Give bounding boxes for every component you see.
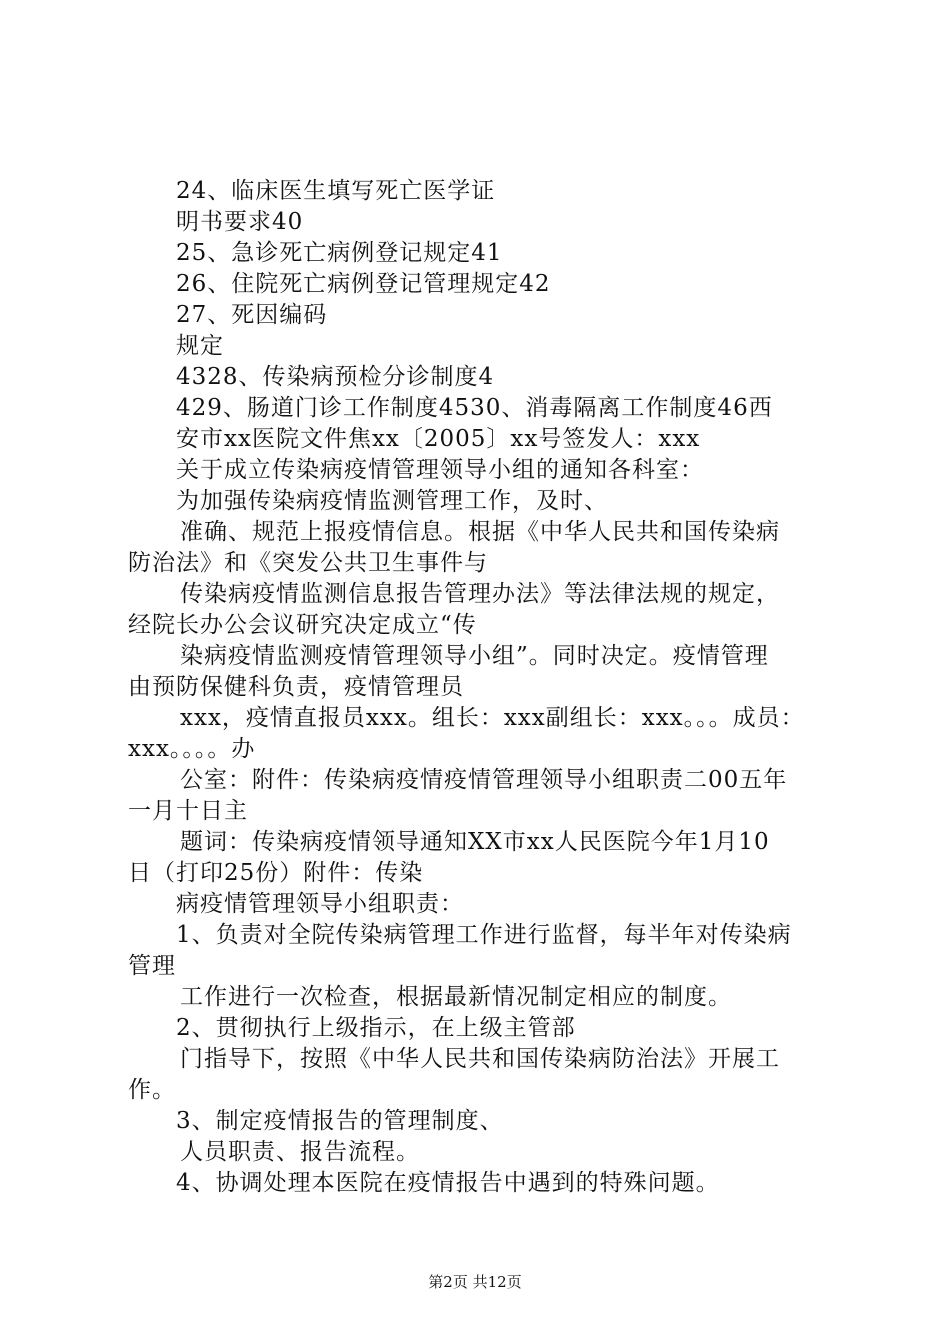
text-line: 关于成立传染病疫情管理领导小组的通知各科室： [176, 457, 704, 483]
text-line: 安市xx医院文件焦xx〔2005〕xx号签发人：xxx [176, 426, 701, 452]
text-line: 1、负责对全院传染病管理工作进行监督，每半年对传染病 [176, 922, 792, 948]
text-line: 题词：传染病疫情领导通知XX市xx人民医院今年1月10 [180, 829, 770, 855]
text-line: 一月十日主 [128, 798, 248, 824]
text-line: 日（打印25份）附件：传染 [128, 860, 424, 886]
text-line: xxx，疫情直报员xxx。组长：xxx副组长：xxx。。。成员： [180, 705, 805, 731]
text-line: 4328、传染病预检分诊制度4 [176, 364, 495, 390]
text-line: 27、死因编码 [176, 302, 328, 328]
text-line: 准确、规范上报疫情信息。根据《中华人民共和国传染病 [180, 519, 780, 545]
text-line: 门指导下，按照《中华人民共和国传染病防治法》开展工 [180, 1046, 780, 1072]
text-line: 管理 [128, 953, 176, 979]
text-line: xxx。。。。办 [128, 736, 256, 762]
text-line: 2、贯彻执行上级指示，在上级主管部 [176, 1015, 576, 1041]
text-line: 3、制定疫情报告的管理制度、 [176, 1108, 504, 1134]
text-line: 26、住院死亡病例登记管理规定42 [176, 271, 551, 297]
text-line: 人员职责、报告流程。 [180, 1139, 420, 1165]
text-line: 24、临床医生填写死亡医学证 [176, 178, 496, 204]
text-line: 由预防保健科负责，疫情管理员 [128, 674, 464, 700]
text-line: 传染病疫情监测信息报告管理办法》等法律法规的规定， [180, 581, 780, 607]
text-line: 工作进行一次检查，根据最新情况制定相应的制度。 [180, 984, 732, 1010]
text-line: 作。 [128, 1077, 176, 1103]
text-line: 为加强传染病疫情监测管理工作，及时、 [176, 488, 608, 514]
text-line: 明书要求40 [176, 209, 304, 235]
text-line: 公室：附件：传染病疫情疫情管理领导小组职责二00五年 [180, 767, 788, 793]
text-line: 染病疫情监测疫情管理领导小组”。同时决定。疫情管理 [180, 643, 769, 669]
text-line: 429、肠道门诊工作制度4530、消毒隔离工作制度46西 [176, 395, 773, 421]
document-body [128, 176, 833, 1199]
text-line: 病疫情管理领导小组职责： [176, 891, 464, 917]
text-line: 4、协调处理本医院在疫情报告中遇到的特殊问题。 [176, 1170, 720, 1196]
text-line: 规定 [176, 333, 224, 359]
text-line: 防治法》和《突发公共卫生事件与 [128, 550, 488, 576]
page-footer: 第2页 共12页 [428, 1273, 522, 1291]
text-line: 25、急诊死亡病例登记规定41 [176, 240, 503, 266]
text-line: 经院长办公会议研究决定成立“传 [128, 612, 477, 638]
